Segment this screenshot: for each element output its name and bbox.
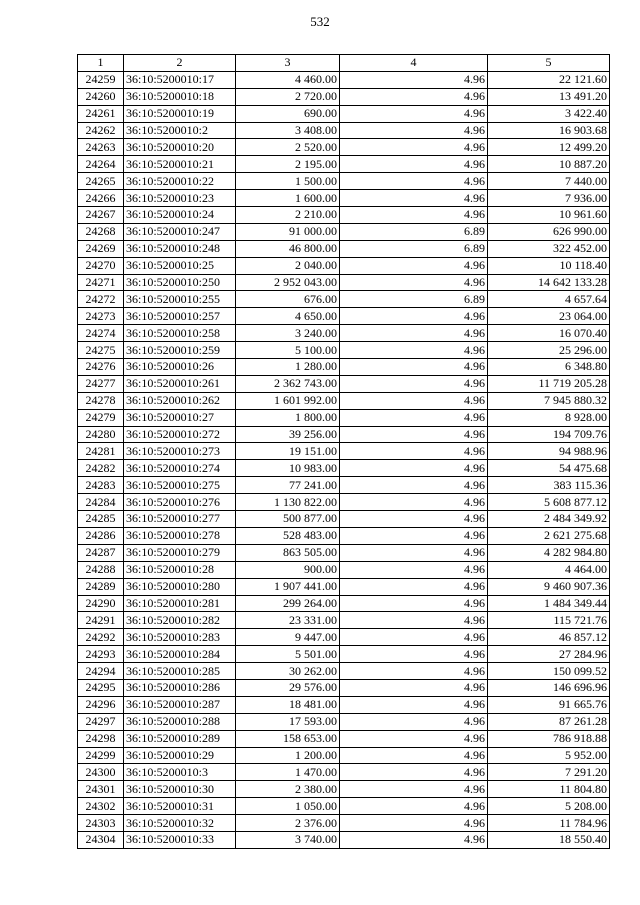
table-row <box>78 561 610 578</box>
row-number: 24262 <box>78 122 124 139</box>
table-row <box>78 105 610 122</box>
amount-column-5: 6 348.80 <box>488 359 610 376</box>
cadastral-number: 36:10:5200010:23 <box>124 190 236 207</box>
row-number: 24277 <box>78 375 124 392</box>
cadastral-number: 36:10:5200010:288 <box>124 713 236 730</box>
table-row <box>78 139 610 156</box>
column-header: 5 <box>488 55 610 72</box>
value-column-3: 4 460.00 <box>236 71 340 88</box>
amount-column-5: 115 721.76 <box>488 612 610 629</box>
table-row <box>78 190 610 207</box>
cadastral-number: 36:10:5200010:276 <box>124 494 236 511</box>
value-column-3: 1 907 441.00 <box>236 578 340 595</box>
rate-column-4: 4.96 <box>340 544 488 561</box>
cadastral-number: 36:10:5200010:17 <box>124 71 236 88</box>
table-row <box>78 527 610 544</box>
rate-column-4: 4.96 <box>340 527 488 544</box>
cadastral-number: 36:10:5200010:283 <box>124 629 236 646</box>
value-column-3: 500 877.00 <box>236 511 340 528</box>
amount-column-5: 9 460 907.36 <box>488 578 610 595</box>
table-row <box>78 544 610 561</box>
row-number: 24286 <box>78 527 124 544</box>
cadastral-number: 36:10:5200010:26 <box>124 359 236 376</box>
value-column-3: 690.00 <box>236 105 340 122</box>
amount-column-5: 4 464.00 <box>488 561 610 578</box>
rate-column-4: 4.96 <box>340 798 488 815</box>
value-column-3: 1 280.00 <box>236 359 340 376</box>
row-number: 24290 <box>78 595 124 612</box>
value-column-3: 17 593.00 <box>236 713 340 730</box>
table-row <box>78 325 610 342</box>
row-number: 24272 <box>78 291 124 308</box>
cadastral-number: 36:10:5200010:286 <box>124 679 236 696</box>
value-column-3: 2 380.00 <box>236 781 340 798</box>
amount-column-5: 4 282 984.80 <box>488 544 610 561</box>
rate-column-4: 4.96 <box>340 207 488 224</box>
table-row <box>78 71 610 88</box>
table-row <box>78 612 610 629</box>
row-number: 24303 <box>78 815 124 832</box>
rate-column-4: 4.96 <box>340 747 488 764</box>
table-row <box>78 815 610 832</box>
value-column-3: 3 408.00 <box>236 122 340 139</box>
row-number: 24294 <box>78 663 124 680</box>
cadastral-number: 36:10:5200010:284 <box>124 646 236 663</box>
value-column-3: 77 241.00 <box>236 477 340 494</box>
table-row <box>78 578 610 595</box>
cadastral-number: 36:10:5200010:31 <box>124 798 236 815</box>
rate-column-4: 4.96 <box>340 460 488 477</box>
cadastral-number: 36:10:5200010:273 <box>124 443 236 460</box>
value-column-3: 4 650.00 <box>236 308 340 325</box>
rate-column-4: 4.96 <box>340 612 488 629</box>
amount-column-5: 11 784.96 <box>488 815 610 832</box>
amount-column-5: 18 550.40 <box>488 831 610 848</box>
table-row <box>78 511 610 528</box>
cadastral-number: 36:10:5200010:282 <box>124 612 236 629</box>
cadastral-number: 36:10:5200010:259 <box>124 342 236 359</box>
value-column-3: 5 501.00 <box>236 646 340 663</box>
amount-column-5: 7 440.00 <box>488 173 610 190</box>
rate-column-4: 4.96 <box>340 713 488 730</box>
value-column-3: 900.00 <box>236 561 340 578</box>
rate-column-4: 4.96 <box>340 409 488 426</box>
amount-column-5: 10 118.40 <box>488 257 610 274</box>
amount-column-5: 786 918.88 <box>488 730 610 747</box>
row-number: 24292 <box>78 629 124 646</box>
rate-column-4: 4.96 <box>340 257 488 274</box>
rate-column-4: 4.96 <box>340 494 488 511</box>
rate-column-4: 4.96 <box>340 477 488 494</box>
rate-column-4: 4.96 <box>340 392 488 409</box>
amount-column-5: 3 422.40 <box>488 105 610 122</box>
row-number: 24276 <box>78 359 124 376</box>
row-number: 24274 <box>78 325 124 342</box>
register-table <box>77 54 610 849</box>
amount-column-5: 322 452.00 <box>488 240 610 257</box>
column-header: 3 <box>236 55 340 72</box>
row-number: 24264 <box>78 156 124 173</box>
row-number: 24265 <box>78 173 124 190</box>
table-row <box>78 223 610 240</box>
row-number: 24275 <box>78 342 124 359</box>
row-number: 24300 <box>78 764 124 781</box>
row-number: 24284 <box>78 494 124 511</box>
amount-column-5: 2 484 349.92 <box>488 511 610 528</box>
value-column-3: 29 576.00 <box>236 679 340 696</box>
cadastral-number: 36:10:5200010:32 <box>124 815 236 832</box>
cadastral-number: 36:10:5200010:2 <box>124 122 236 139</box>
table-row <box>78 730 610 747</box>
table-row <box>78 781 610 798</box>
amount-column-5: 91 665.76 <box>488 696 610 713</box>
row-number: 24287 <box>78 544 124 561</box>
table-row <box>78 173 610 190</box>
cadastral-number: 36:10:5200010:272 <box>124 426 236 443</box>
row-number: 24291 <box>78 612 124 629</box>
rate-column-4: 4.96 <box>340 375 488 392</box>
page-number: 532 <box>310 14 330 29</box>
value-column-3: 2 720.00 <box>236 88 340 105</box>
value-column-3: 1 470.00 <box>236 764 340 781</box>
table-row <box>78 88 610 105</box>
rate-column-4: 4.96 <box>340 325 488 342</box>
table-row <box>78 342 610 359</box>
cadastral-number: 36:10:5200010:285 <box>124 663 236 680</box>
value-column-3: 2 040.00 <box>236 257 340 274</box>
value-column-3: 1 500.00 <box>236 173 340 190</box>
rate-column-4: 4.96 <box>340 578 488 595</box>
cadastral-number: 36:10:5200010:281 <box>124 595 236 612</box>
table-row <box>78 646 610 663</box>
amount-column-5: 14 642 133.28 <box>488 274 610 291</box>
cadastral-number: 36:10:5200010:29 <box>124 747 236 764</box>
table-row <box>78 122 610 139</box>
table-row <box>78 460 610 477</box>
table-row <box>78 291 610 308</box>
cadastral-number: 36:10:5200010:277 <box>124 511 236 528</box>
value-column-3: 1 800.00 <box>236 409 340 426</box>
amount-column-5: 5 952.00 <box>488 747 610 764</box>
rate-column-4: 6.89 <box>340 291 488 308</box>
amount-column-5: 94 988.96 <box>488 443 610 460</box>
amount-column-5: 54 475.68 <box>488 460 610 477</box>
cadastral-number: 36:10:5200010:278 <box>124 527 236 544</box>
cadastral-number: 36:10:5200010:19 <box>124 105 236 122</box>
cadastral-number: 36:10:5200010:247 <box>124 223 236 240</box>
value-column-3: 2 210.00 <box>236 207 340 224</box>
rate-column-4: 6.89 <box>340 240 488 257</box>
cadastral-number: 36:10:5200010:279 <box>124 544 236 561</box>
cadastral-number: 36:10:5200010:24 <box>124 207 236 224</box>
cadastral-number: 36:10:5200010:258 <box>124 325 236 342</box>
rate-column-4: 4.96 <box>340 696 488 713</box>
rate-column-4: 4.96 <box>340 342 488 359</box>
value-column-3: 3 740.00 <box>236 831 340 848</box>
cadastral-number: 36:10:5200010:28 <box>124 561 236 578</box>
amount-column-5: 13 491.20 <box>488 88 610 105</box>
rate-column-4: 4.96 <box>340 679 488 696</box>
rate-column-4: 4.96 <box>340 663 488 680</box>
cadastral-number: 36:10:5200010:280 <box>124 578 236 595</box>
cadastral-number: 36:10:5200010:289 <box>124 730 236 747</box>
amount-column-5: 10 961.60 <box>488 207 610 224</box>
row-number: 24281 <box>78 443 124 460</box>
rate-column-4: 4.96 <box>340 156 488 173</box>
value-column-3: 46 800.00 <box>236 240 340 257</box>
row-number: 24270 <box>78 257 124 274</box>
table-row <box>78 764 610 781</box>
value-column-3: 863 505.00 <box>236 544 340 561</box>
row-number: 24282 <box>78 460 124 477</box>
rate-column-4: 4.96 <box>340 71 488 88</box>
table-row <box>78 426 610 443</box>
cadastral-number: 36:10:5200010:274 <box>124 460 236 477</box>
amount-column-5: 8 928.00 <box>488 409 610 426</box>
amount-column-5: 10 887.20 <box>488 156 610 173</box>
value-column-3: 2 376.00 <box>236 815 340 832</box>
table-row <box>78 629 610 646</box>
table-row <box>78 409 610 426</box>
cadastral-number: 36:10:5200010:22 <box>124 173 236 190</box>
rate-column-4: 4.96 <box>340 173 488 190</box>
value-column-3: 2 952 043.00 <box>236 274 340 291</box>
table-row <box>78 696 610 713</box>
row-number: 24267 <box>78 207 124 224</box>
row-number: 24298 <box>78 730 124 747</box>
rate-column-4: 4.96 <box>340 831 488 848</box>
row-number: 24288 <box>78 561 124 578</box>
amount-column-5: 12 499.20 <box>488 139 610 156</box>
row-number: 24273 <box>78 308 124 325</box>
table-row <box>78 240 610 257</box>
rate-column-4: 4.96 <box>340 646 488 663</box>
rate-column-4: 4.96 <box>340 190 488 207</box>
row-number: 24295 <box>78 679 124 696</box>
value-column-3: 1 600.00 <box>236 190 340 207</box>
cadastral-number: 36:10:5200010:27 <box>124 409 236 426</box>
value-column-3: 158 653.00 <box>236 730 340 747</box>
cadastral-number: 36:10:5200010:262 <box>124 392 236 409</box>
row-number: 24279 <box>78 409 124 426</box>
cadastral-number: 36:10:5200010:25 <box>124 257 236 274</box>
cadastral-number: 36:10:5200010:18 <box>124 88 236 105</box>
table-row <box>78 831 610 848</box>
row-number: 24296 <box>78 696 124 713</box>
value-column-3: 3 240.00 <box>236 325 340 342</box>
amount-column-5: 7 291.20 <box>488 764 610 781</box>
cadastral-number: 36:10:5200010:20 <box>124 139 236 156</box>
amount-column-5: 87 261.28 <box>488 713 610 730</box>
value-column-3: 5 100.00 <box>236 342 340 359</box>
rate-column-4: 4.96 <box>340 274 488 291</box>
rate-column-4: 4.96 <box>340 730 488 747</box>
table-row <box>78 443 610 460</box>
amount-column-5: 1 484 349.44 <box>488 595 610 612</box>
column-header: 4 <box>340 55 488 72</box>
value-column-3: 1 130 822.00 <box>236 494 340 511</box>
row-number: 24297 <box>78 713 124 730</box>
cadastral-number: 36:10:5200010:255 <box>124 291 236 308</box>
table-row <box>78 798 610 815</box>
amount-column-5: 7 945 880.32 <box>488 392 610 409</box>
row-number: 24304 <box>78 831 124 848</box>
rate-column-4: 4.96 <box>340 629 488 646</box>
amount-column-5: 11 719 205.28 <box>488 375 610 392</box>
amount-column-5: 23 064.00 <box>488 308 610 325</box>
value-column-3: 1 050.00 <box>236 798 340 815</box>
rate-column-4: 4.96 <box>340 122 488 139</box>
table-row <box>78 663 610 680</box>
table-row <box>78 359 610 376</box>
value-column-3: 528 483.00 <box>236 527 340 544</box>
amount-column-5: 11 804.80 <box>488 781 610 798</box>
value-column-3: 18 481.00 <box>236 696 340 713</box>
cadastral-number: 36:10:5200010:257 <box>124 308 236 325</box>
amount-column-5: 46 857.12 <box>488 629 610 646</box>
cadastral-number: 36:10:5200010:21 <box>124 156 236 173</box>
column-header: 1 <box>78 55 124 72</box>
rate-column-4: 4.96 <box>340 561 488 578</box>
cadastral-number: 36:10:5200010:248 <box>124 240 236 257</box>
row-number: 24278 <box>78 392 124 409</box>
value-column-3: 39 256.00 <box>236 426 340 443</box>
cadastral-number: 36:10:5200010:261 <box>124 375 236 392</box>
row-number: 24283 <box>78 477 124 494</box>
amount-column-5: 16 903.68 <box>488 122 610 139</box>
rate-column-4: 4.96 <box>340 781 488 798</box>
table-row <box>78 392 610 409</box>
row-number: 24280 <box>78 426 124 443</box>
cadastral-number: 36:10:5200010:33 <box>124 831 236 848</box>
table-header-row <box>78 55 610 72</box>
amount-column-5: 25 296.00 <box>488 342 610 359</box>
rate-column-4: 4.96 <box>340 815 488 832</box>
table-row <box>78 477 610 494</box>
rate-column-4: 4.96 <box>340 443 488 460</box>
table-row <box>78 156 610 173</box>
table-row <box>78 679 610 696</box>
table-body <box>78 71 610 848</box>
row-number: 24266 <box>78 190 124 207</box>
column-header: 2 <box>124 55 236 72</box>
table-row <box>78 257 610 274</box>
table-row <box>78 207 610 224</box>
value-column-3: 1 200.00 <box>236 747 340 764</box>
table-row <box>78 595 610 612</box>
row-number: 24259 <box>78 71 124 88</box>
table-row <box>78 274 610 291</box>
amount-column-5: 22 121.60 <box>488 71 610 88</box>
value-column-3: 30 262.00 <box>236 663 340 680</box>
amount-column-5: 5 608 877.12 <box>488 494 610 511</box>
table-row <box>78 375 610 392</box>
value-column-3: 23 331.00 <box>236 612 340 629</box>
rate-column-4: 4.96 <box>340 359 488 376</box>
amount-column-5: 2 621 275.68 <box>488 527 610 544</box>
rate-column-4: 4.96 <box>340 426 488 443</box>
amount-column-5: 626 990.00 <box>488 223 610 240</box>
rate-column-4: 6.89 <box>340 223 488 240</box>
amount-column-5: 194 709.76 <box>488 426 610 443</box>
cadastral-number: 36:10:5200010:287 <box>124 696 236 713</box>
cadastral-number: 36:10:5200010:275 <box>124 477 236 494</box>
cadastral-number: 36:10:5200010:250 <box>124 274 236 291</box>
table-row <box>78 713 610 730</box>
cadastral-number: 36:10:5200010:30 <box>124 781 236 798</box>
table-row <box>78 308 610 325</box>
amount-column-5: 383 115.36 <box>488 477 610 494</box>
amount-column-5: 27 284.96 <box>488 646 610 663</box>
value-column-3: 2 195.00 <box>236 156 340 173</box>
amount-column-5: 16 070.40 <box>488 325 610 342</box>
rate-column-4: 4.96 <box>340 139 488 156</box>
rate-column-4: 4.96 <box>340 511 488 528</box>
table-row <box>78 747 610 764</box>
rate-column-4: 4.96 <box>340 595 488 612</box>
row-number: 24302 <box>78 798 124 815</box>
row-number: 24293 <box>78 646 124 663</box>
amount-column-5: 146 696.96 <box>488 679 610 696</box>
row-number: 24301 <box>78 781 124 798</box>
value-column-3: 2 520.00 <box>236 139 340 156</box>
row-number: 24263 <box>78 139 124 156</box>
value-column-3: 299 264.00 <box>236 595 340 612</box>
rate-column-4: 4.96 <box>340 308 488 325</box>
amount-column-5: 5 208.00 <box>488 798 610 815</box>
value-column-3: 19 151.00 <box>236 443 340 460</box>
row-number: 24299 <box>78 747 124 764</box>
amount-column-5: 150 099.52 <box>488 663 610 680</box>
rate-column-4: 4.96 <box>340 105 488 122</box>
table-row <box>78 494 610 511</box>
value-column-3: 676.00 <box>236 291 340 308</box>
row-number: 24271 <box>78 274 124 291</box>
row-number: 24261 <box>78 105 124 122</box>
amount-column-5: 7 936.00 <box>488 190 610 207</box>
row-number: 24285 <box>78 511 124 528</box>
value-column-3: 1 601 992.00 <box>236 392 340 409</box>
row-number: 24260 <box>78 88 124 105</box>
rate-column-4: 4.96 <box>340 88 488 105</box>
value-column-3: 10 983.00 <box>236 460 340 477</box>
value-column-3: 91 000.00 <box>236 223 340 240</box>
value-column-3: 2 362 743.00 <box>236 375 340 392</box>
row-number: 24268 <box>78 223 124 240</box>
value-column-3: 9 447.00 <box>236 629 340 646</box>
row-number: 24289 <box>78 578 124 595</box>
cadastral-number: 36:10:5200010:3 <box>124 764 236 781</box>
amount-column-5: 4 657.64 <box>488 291 610 308</box>
rate-column-4: 4.96 <box>340 764 488 781</box>
row-number: 24269 <box>78 240 124 257</box>
